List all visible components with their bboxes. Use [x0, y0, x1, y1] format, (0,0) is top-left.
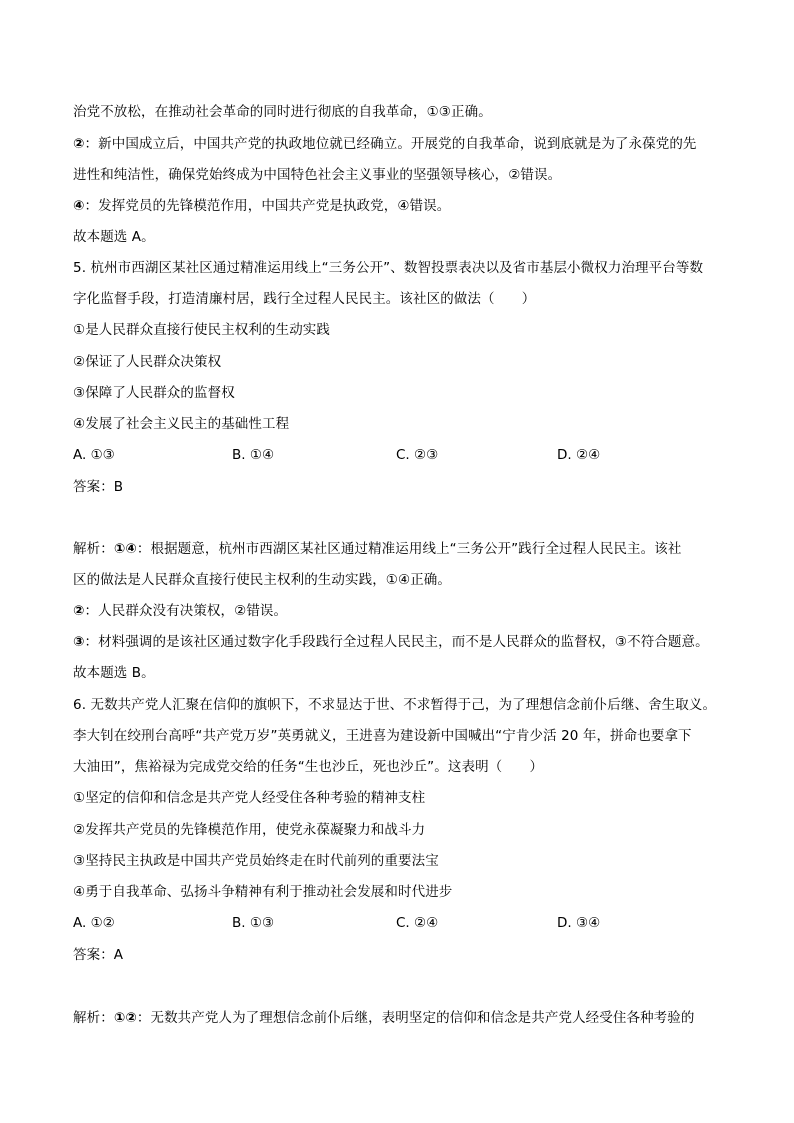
question-item: ④发展了社会主义民主的基础性工程 — [73, 416, 290, 432]
question-item: ②发挥共产党员的先锋模范作用，使党永葆凝聚力和战斗力 — [73, 822, 426, 838]
explanation-line: ③：材料强调的是该社区通过数字化手段践行全过程人民民主，而不是人民群众的监督权，③不符合题意。 — [73, 634, 709, 650]
question-stem: 李大钊在绞刑台高呼“共产党万岁”英勇就义，王进喜为建设新中国喊出“宁肯少活 20 年，拼命也要拿下 — [73, 728, 692, 744]
text-line: 故本题选 A。 — [73, 229, 155, 245]
question-item: ②保证了人民群众决策权 — [73, 354, 222, 370]
question-item: ①坚定的信仰和信念是共产党人经受住各种考验的精神支柱 — [73, 790, 426, 806]
text-line: 治党不放松，在推动社会革命的同时进行彻底的自我革命，①③正确。 — [73, 104, 492, 120]
explanation-line: ②：人民群众没有决策权，②错误。 — [73, 603, 288, 619]
option-a: A. ①③ — [73, 447, 115, 463]
question-item: ①是人民群众直接行使民主权利的生动实践 — [73, 322, 331, 338]
answer-line: 答案：A — [73, 947, 124, 963]
text-line: ④：发挥党员的先锋模范作用，中国共产党是执政党，④错误。 — [73, 198, 451, 214]
option-a: A. ①② — [73, 915, 115, 931]
explanation-line: 故本题选 B。 — [73, 665, 155, 681]
question-stem: 6. 无数共产党人汇聚在信仰的旗帜下，不求显达于世、不求暂得于己，为了理想信念前仆后继、舍生取义。 — [73, 697, 717, 713]
question-stem: 字化监督手段，打造清廉村居，践行全过程人民民主。该社区的做法（ ） — [73, 291, 536, 307]
explanation-line: 区的做法是人民群众直接行使民主权利的生动实践，①④正确。 — [73, 572, 452, 588]
option-c: C. ②④ — [396, 915, 439, 931]
question-stem: 5. 杭州市西湖区某社区通过精准运用线上“三务公开”、数智投票表决以及省市基层小微权力治理平台等数 — [73, 260, 704, 276]
question-item: ③坚持民主执政是中国共产党员始终走在时代前列的重要法宝 — [73, 853, 439, 869]
question-item: ③保障了人民群众的监督权 — [73, 385, 235, 401]
option-d: D. ②④ — [557, 447, 601, 463]
text-line: 进性和纯洁性，确保党始终成为中国特色社会主义事业的坚强领导核心，②错误。 — [73, 167, 562, 183]
answer-line: 答案：B — [73, 479, 124, 495]
explanation-line: 解析：①④：根据题意，杭州市西湖区某社区通过精准运用线上“三务公开”践行全过程人民民主。该社 — [73, 541, 682, 557]
option-b: B. ①④ — [232, 447, 275, 463]
option-c: C. ②③ — [396, 447, 439, 463]
question-item: ④勇于自我革命、弘扬斗争精神有利于推动社会发展和时代进步 — [73, 884, 453, 900]
option-b: B. ①③ — [232, 915, 275, 931]
explanation-line: 解析：①②：无数共产党人为了理想信念前仆后继，表明坚定的信仰和信念是共产党人经受住各种考验的 — [73, 1010, 695, 1026]
option-d: D. ③④ — [557, 915, 601, 931]
text-line: ②：新中国成立后，中国共产党的执政地位就已经确立。开展党的自我革命，说到底就是为了永葆党的先 — [73, 136, 697, 152]
question-stem: 大油田”，焦裕禄为完成党交给的任务“生也沙丘，死也沙丘”。这表明（ ） — [73, 759, 544, 775]
